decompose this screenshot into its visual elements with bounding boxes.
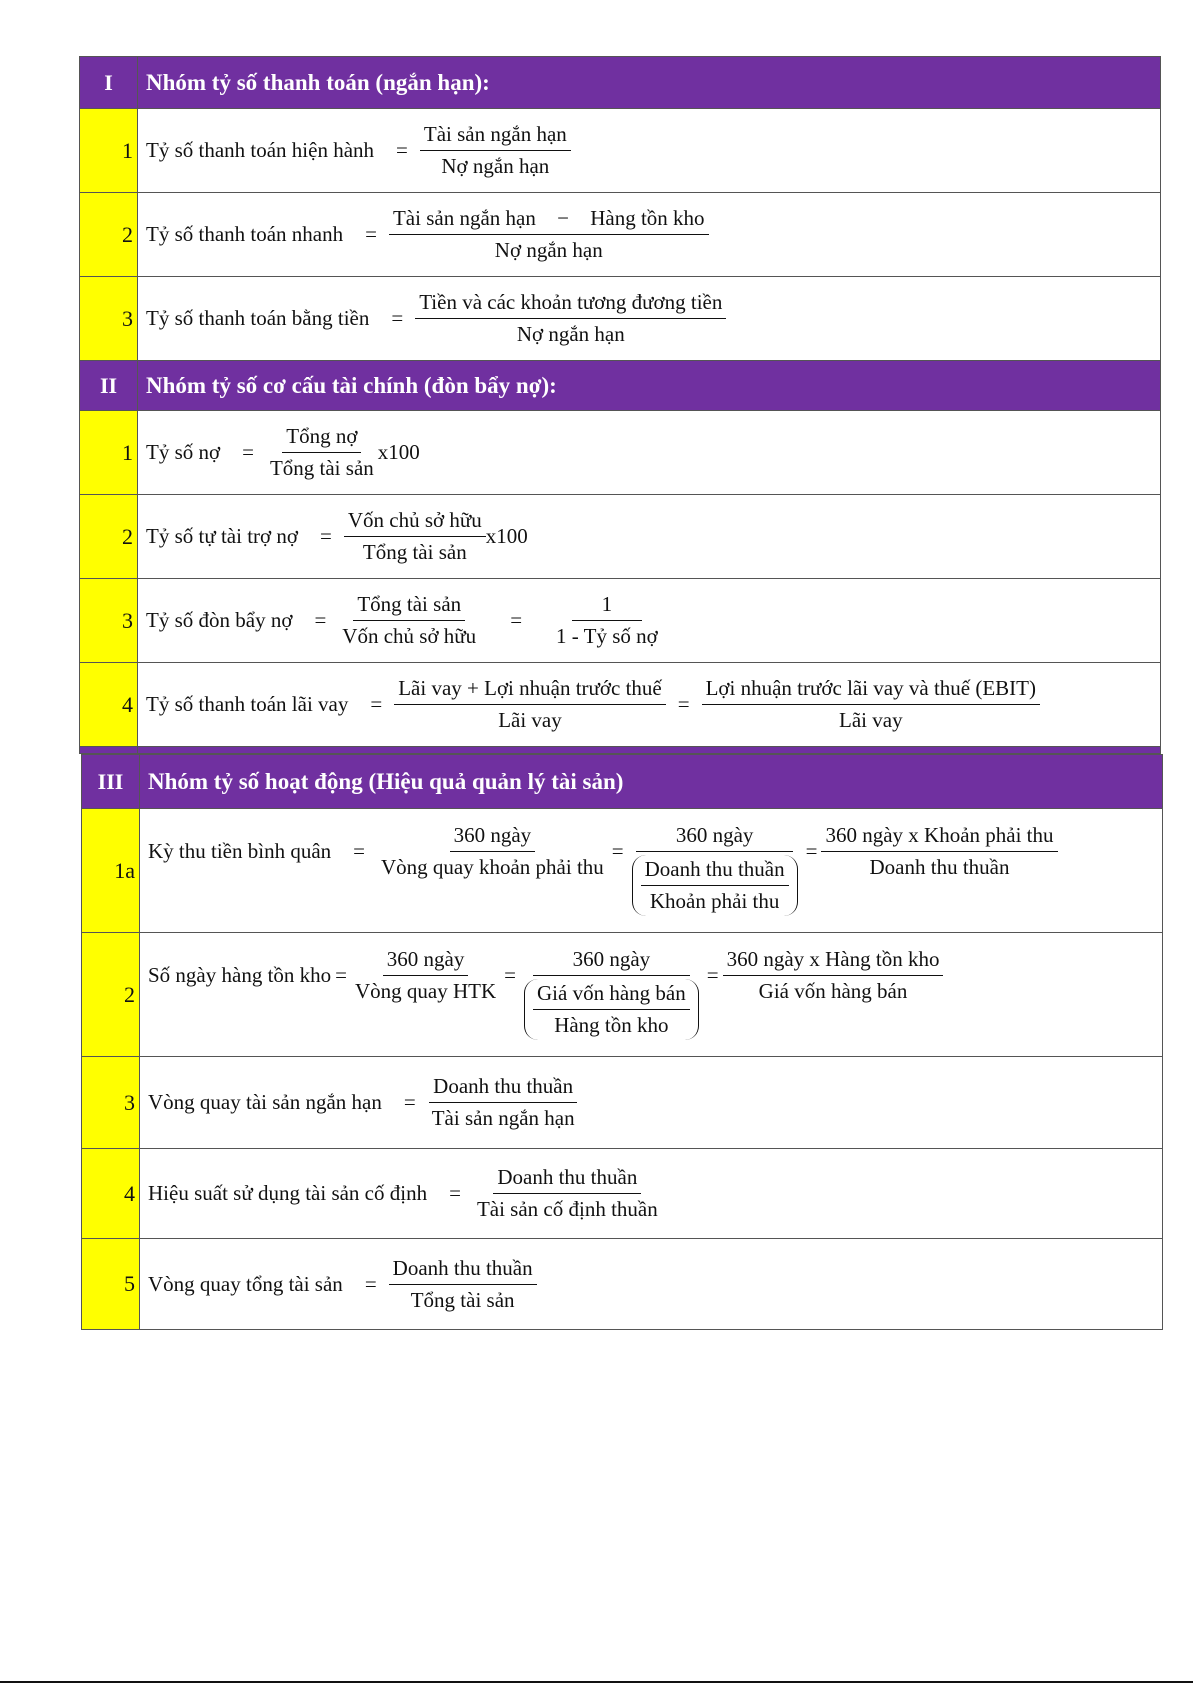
numerator: Tài sản ngắn hạn (420, 122, 571, 151)
formula (148, 1149, 1156, 1238)
ratios-table-1 (79, 56, 1161, 754)
denominator: 1 - Tỷ số nợ (556, 624, 658, 648)
equals-sign: = (706, 963, 719, 987)
denominator: Doanh thu thuần (869, 855, 1010, 879)
denominator (628, 852, 802, 916)
formula (146, 579, 1154, 662)
formula (146, 411, 1154, 494)
numerator: Lãi vay + Lợi nhuận trước thuế (394, 676, 666, 705)
formula-row (80, 411, 1160, 495)
fraction (473, 1165, 662, 1222)
formula-row (82, 809, 1162, 933)
numerator: Tổng tài sản (353, 592, 465, 621)
fraction (702, 676, 1040, 733)
formula (148, 1239, 1156, 1329)
fraction (552, 592, 662, 649)
section-title: Nhóm tỷ số cơ cấu tài chính (đòn bẩy nợ): (146, 372, 557, 398)
row-number: 4 (80, 663, 138, 746)
fraction (377, 823, 608, 880)
formula-row (80, 495, 1160, 579)
denominator: Tài sản cố định thuần (476, 1197, 658, 1221)
denominator (520, 976, 703, 1040)
parenthesized-fraction (632, 855, 798, 916)
row-number: 1a (82, 809, 140, 932)
denominator: Nợ ngắn hạn (494, 238, 603, 262)
row-number: 2 (80, 495, 138, 578)
parenthesized-fraction (524, 979, 699, 1040)
formula (148, 1057, 1156, 1148)
multiplier: x100 (377, 440, 420, 464)
section-number: III (82, 755, 140, 808)
row-number: 4 (82, 1149, 140, 1238)
inner-numerator: Giá vốn hàng bán (533, 981, 690, 1010)
section-3-header (82, 755, 1162, 809)
numerator: 360 ngày x Khoản phải thu (821, 823, 1057, 852)
ratio-label: Số ngày hàng tồn kho (148, 963, 332, 987)
fraction (723, 947, 944, 1004)
equals-sign: = (242, 440, 254, 464)
ratio-label: Tỷ số thanh toán nhanh (146, 222, 344, 246)
formula (146, 663, 1154, 746)
formula (146, 495, 1154, 578)
fraction (389, 206, 709, 263)
page-bottom-rule (0, 1681, 1193, 1683)
ratio-label: Kỳ thu tiền bình quân (148, 839, 332, 863)
equals-sign: = (449, 1181, 461, 1205)
row-number: 1 (80, 411, 138, 494)
row-number: 1 (80, 109, 138, 192)
denominator: Vốn chủ sở hữu (342, 624, 477, 648)
denominator: Lãi vay (839, 708, 903, 732)
equals-sign: = (403, 1090, 416, 1114)
inner-numerator: Doanh thu thuần (641, 857, 789, 886)
section-title: Nhóm tỷ số thanh toán (ngắn hạn): (146, 69, 490, 95)
row-number: 3 (80, 277, 138, 360)
formula (148, 809, 1156, 932)
equals-sign: = (353, 839, 365, 863)
numerator: Tiền và các khoản tương đương tiền (415, 290, 726, 319)
fraction (394, 676, 666, 733)
formula-row (82, 1239, 1162, 1329)
numerator (389, 206, 709, 235)
equals-sign: = (335, 963, 347, 987)
inner-fraction (641, 857, 789, 914)
row-number: 3 (82, 1057, 140, 1148)
fraction (428, 1074, 579, 1131)
numerator: Doanh thu thuần (493, 1165, 641, 1194)
formula (146, 277, 1154, 360)
equals-sign: = (391, 306, 404, 330)
numerator: 1 (572, 592, 643, 621)
ratio-label: Tỷ số thanh toán hiện hành (146, 138, 375, 162)
multiplier: x100 (485, 524, 528, 548)
fraction (628, 823, 802, 916)
fraction (420, 122, 571, 179)
numerator: Doanh thu thuần (429, 1074, 577, 1103)
equals-sign: = (805, 839, 818, 863)
ratio-label: Tỷ số nợ (146, 440, 221, 464)
fraction (520, 947, 703, 1040)
fraction (389, 1256, 537, 1313)
ratio-label: Tỷ số thanh toán bằng tiền (146, 306, 370, 330)
section-number: I (80, 57, 138, 108)
equals-sign: = (320, 524, 332, 548)
denominator: Vòng quay khoản phải thu (381, 855, 604, 879)
equals-sign: = (504, 963, 516, 987)
ratio-label: Vòng quay tổng tài sản (148, 1271, 343, 1296)
formula (146, 193, 1154, 276)
equals-sign: = (611, 839, 624, 863)
numerator: 360 ngày x Hàng tồn kho (723, 947, 944, 976)
row-number: 5 (82, 1239, 140, 1329)
fraction (344, 508, 486, 565)
denominator: Nợ ngắn hạn (441, 154, 550, 178)
section-strip (80, 747, 1160, 753)
fraction (821, 823, 1057, 880)
fraction (415, 290, 726, 347)
section-number: II (80, 361, 138, 410)
numerator: 360 ngày (383, 947, 469, 976)
row-number: 2 (80, 193, 138, 276)
equals-sign: = (510, 608, 523, 632)
fraction (266, 424, 378, 481)
numerator: Vốn chủ sở hữu (344, 508, 486, 537)
formula-row (82, 1057, 1162, 1149)
equals-sign: = (396, 138, 408, 162)
ratio-label: Hiệu suất sử dụng tài sản cố định (148, 1181, 428, 1205)
section-title: Nhóm tỷ số hoạt động (Hiệu quả quản lý tài sản) (148, 768, 624, 794)
row-number: 3 (80, 579, 138, 662)
formula-row (80, 277, 1160, 361)
denominator: Lãi vay (498, 708, 562, 732)
formula-row (80, 579, 1160, 663)
denominator: Nợ ngắn hạn (516, 322, 625, 346)
formula (148, 933, 1156, 1056)
numerator: Doanh thu thuần (389, 1256, 537, 1285)
ratio-label: Tỷ số tự tài trợ nợ (146, 524, 298, 548)
equals-sign: = (364, 1271, 377, 1296)
numerator: 360 ngày (450, 823, 536, 852)
denominator: Tổng tài sản (269, 456, 374, 480)
numerator: Lợi nhuận trước lãi vay và thuế (EBIT) (702, 676, 1040, 705)
formula-row (80, 663, 1160, 747)
ratio-label: Tỷ số đòn bẩy nợ (146, 608, 293, 632)
ratios-table-2 (81, 754, 1163, 1330)
denominator: Tổng tài sản (410, 1287, 515, 1312)
section-2-header (80, 361, 1160, 411)
formula (146, 109, 1154, 192)
numerator-term: Hàng tồn kho (590, 206, 705, 230)
numerator: Tổng nợ (282, 424, 361, 453)
formula-row (82, 933, 1162, 1057)
equals-sign: = (314, 608, 327, 632)
numerator: 360 ngày (636, 823, 794, 852)
strip-number-cell (80, 747, 138, 753)
denominator: Tổng tài sản (362, 540, 467, 564)
ratio-label: Vòng quay tài sản ngắn hạn (148, 1090, 382, 1114)
numerator-term: Tài sản ngắn hạn (392, 206, 536, 230)
inner-fraction (533, 981, 690, 1038)
equals-sign: = (677, 692, 690, 716)
inner-denominator: Khoản phải thu (649, 889, 780, 913)
fraction (351, 947, 500, 1004)
formula-row (80, 109, 1160, 193)
denominator: Tài sản ngắn hạn (431, 1106, 575, 1130)
formula-row (82, 1149, 1162, 1239)
equals-sign: = (365, 222, 377, 246)
section-1-header (80, 57, 1160, 109)
denominator: Vòng quay HTK (355, 979, 497, 1003)
row-number: 2 (82, 933, 140, 1056)
ratio-label: Tỷ số thanh toán lãi vay (146, 692, 349, 716)
fraction (338, 592, 480, 649)
formula-row (80, 193, 1160, 277)
equals-sign: = (370, 692, 383, 716)
inner-denominator: Hàng tồn kho (554, 1013, 669, 1037)
numerator: 360 ngày (533, 947, 691, 976)
denominator: Giá vốn hàng bán (758, 979, 908, 1003)
minus-sign: − (557, 206, 569, 230)
